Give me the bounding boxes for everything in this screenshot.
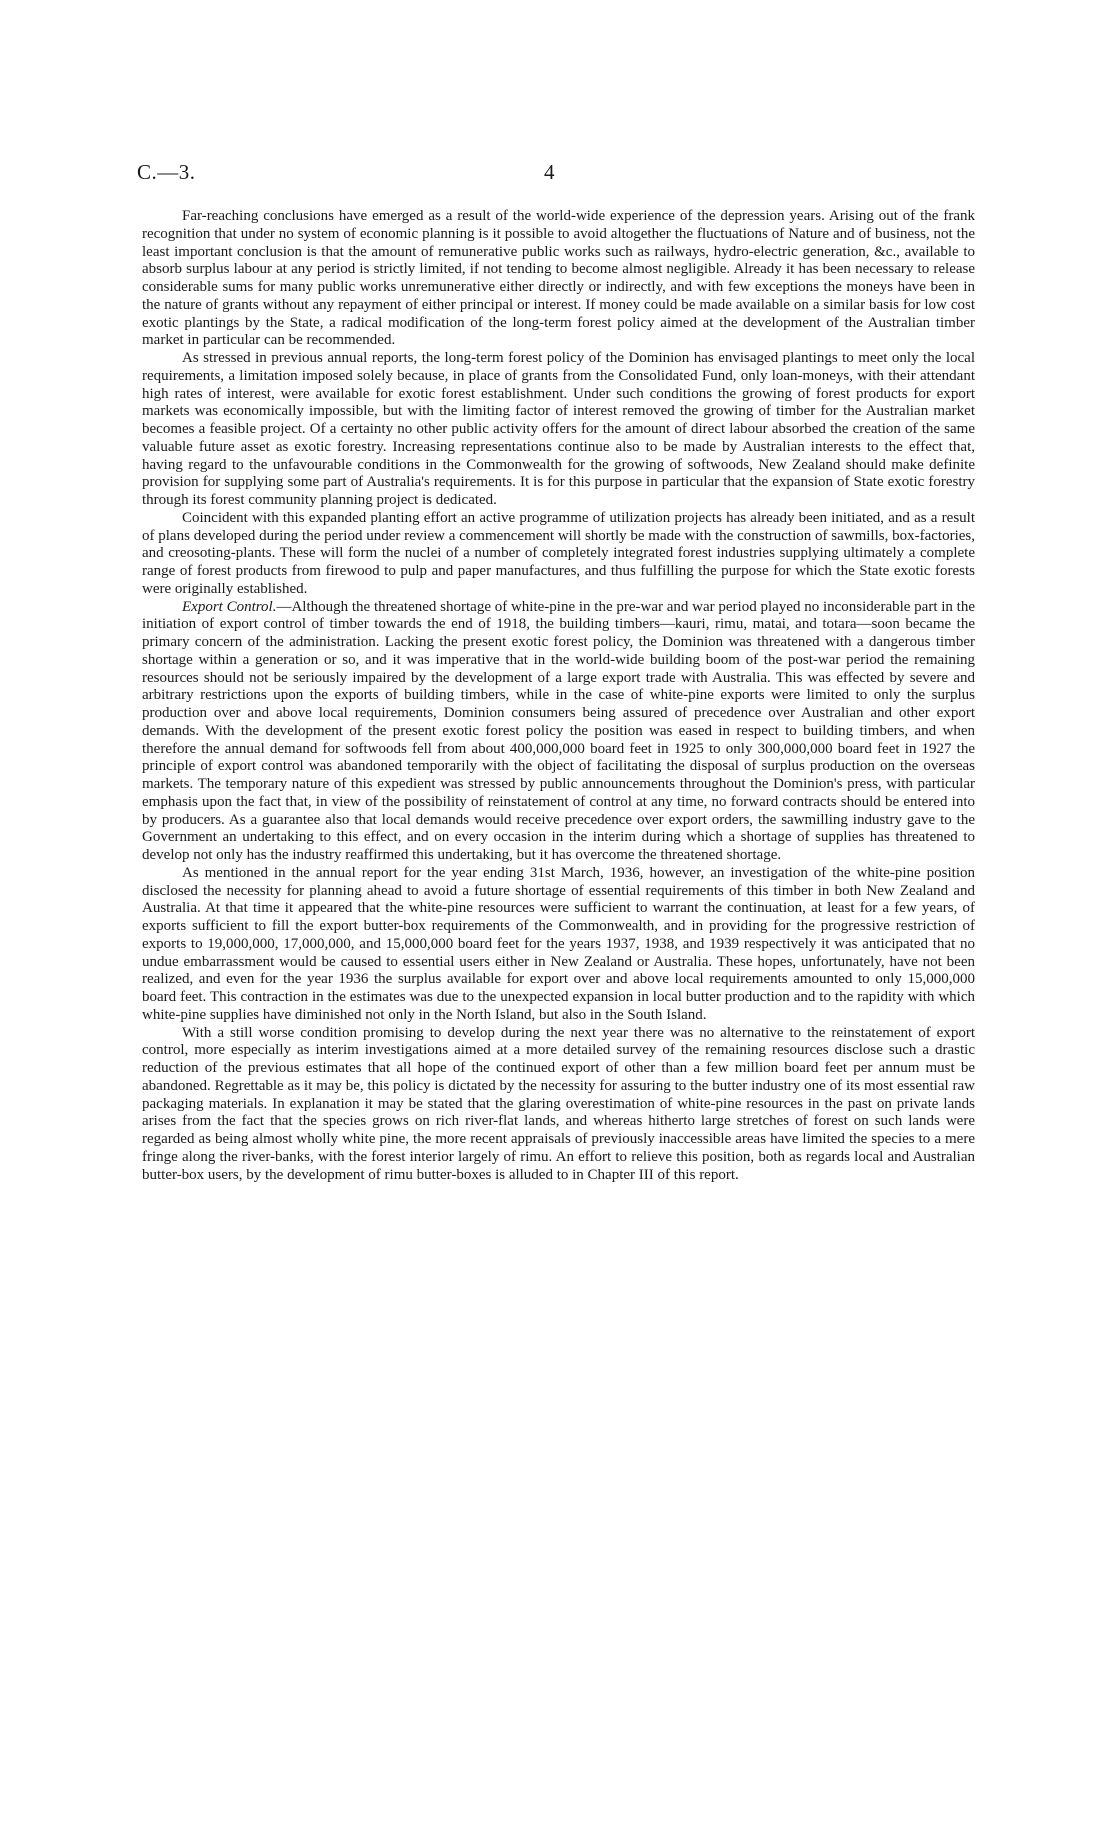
paragraph-text: —Although the threatened shortage of white-pine in the pre-war and war period played no inconsiderable part in the initiation of export control of timber towards the end of 1918, the building timbers—kauri, rimu, matai, and totara—soon became the primary concern of the administration. Lacking the present exotic forest policy, the Dominion was threatened with a dangerous timber shortage within a generation or so, and it was imperative that in the world-wide building boom of the post-war period the remaining resources should not be seriously impaired by the development of a large export trade with Australia. This was effected by severe and arbitrary restrictions upon the exports of building timbers, while in the case of white-pine exports were limited to only the surplus production over and above local requirements, Dominion consumers being assured of precedence over Australian and other export demands. With the development of the present exotic forest policy the position was eased in respect to building timbers, and when therefore the annual demand for softwoods fell from about 400,000,000 board feet in 1925 to only 300,000,000 board feet in 1927 the principle of export control was abandoned temporarily with the object of facilitating the disposal of surplus production on the overseas markets. The temporary nature of this expedient was stressed by public announcements throughout the Dominion's press, with particular emphasis upon the fact that, in view of the possibility of reinstatement of control at any time, no forward contracts should be entered into by producers. As a guarantee also that local demands would receive precedence over export orders, the sawmilling industry gave to the Government an undertaking to this effect, and on every occasion in the interim during which a shortage of supplies has threatened to develop not only has the industry reaffirmed this undertaking, but it has overcome the threatened shortage. [142, 598, 975, 863]
paragraph-text: As stressed in previous annual reports, the long-term forest policy of the Dominion has envisaged plantings to meet only the local requirements, a limitation imposed solely because, in place of grants from the Consolidated Fund, only loan-moneys, with their attendant high rates of interest, were available for exotic forest establishment. Under such conditions the growing of forest products for export markets was economically impossible, but with the limiting factor of interest removed the growing of timber for the Australian market becomes a feasible project. Of a certainty no other public activity offers for the amount of direct labour absorbed the creation of the same valuable future asset as exotic forestry. Increasing representations continue also to be made by Australian interests to the effect that, having regard to the unfavourable conditions in the Commonwealth for the growing of softwoods, New Zealand should make definite provision for supplying some part of Australia's requirements. It is for this purpose in particular that the expansion of State exotic forestry through its forest community planning project is dedicated. [142, 350, 975, 508]
page-header [137, 160, 977, 186]
paragraph [142, 208, 975, 350]
document-reference: C.—3. [137, 160, 196, 184]
page-number: 4 [544, 160, 555, 184]
paragraph-text: With a still worse condition promising to develop during the next year there was no alternative to the reinstatement of export control, more especially as interim investigations aimed at a more detailed survey of the remaining resources disclose such a drastic reduction of the previous estimates that all hope of the continued export of other than a few million board feet per annum must be abandoned. Regrettable as it may be, this policy is dictated by the necessity for assuring to the butter industry one of its most essential raw packaging materials. In explanation it may be stated that the glaring overestimation of white-pine resources in the past on private lands arises from the fact that the species grows on rich river-flat lands, and whereas hitherto large stretches of forest on such lands were regarded as being almost wholly white pine, the more recent appraisals of previously inaccessible areas have limited the species to a mere fringe along the river-banks, with the forest interior largely of rimu. An effort to relieve this position, both as regards local and Australian butter-box users, by the development of rimu butter-boxes is alluded to in Chapter III of this report. [142, 1024, 975, 1183]
section-heading: Export Control. [182, 598, 277, 615]
paragraph-text: Far-reaching conclusions have emerged as a result of the world-wide experience of the depression years. Arising out of the frank recognition that under no system of economic planning is it possible to avoid altogether the fluctuations of Nature and of business, not the least important conclusion is that the amount of remunerative public works such as railways, hydro-electric generation, &c., available to absorb surplus labour at any period is strictly limited, if not tending to become almost negligible. Already it has been necessary to release considerable sums for many public works unremunerative either directly or indirectly, and with few exceptions the moneys have been in the nature of grants without any repayment of either principal or interest. If money could be made available on a similar basis for low cost exotic plantings by the State, a radical modification of the long-term forest policy aimed at the development of the Australian timber market in particular can be recommended. [142, 208, 975, 349]
paragraph [142, 350, 975, 510]
paragraph [142, 510, 975, 599]
paragraph [142, 599, 975, 865]
paragraph [142, 865, 975, 1025]
body-text [142, 208, 975, 1184]
paragraph-text: As mentioned in the annual report for the year ending 31st March, 1936, however, an investigation of the white-pine position disclosed the necessity for planning ahead to avoid a future shortage of essential requirements of this timber in both New Zealand and Australia. At that time it appeared that the white-pine resources were sufficient to warrant the continuation, at least for a few years, of exports sufficient to fill the export butter-box requirements of the Commonwealth, and in providing for the progressive restriction of exports to 19,000,000, 17,000,000, and 15,000,000 board feet for the years 1937, 1938, and 1939 respectively it was anticipated that no undue embarrassment would be caused to essential users either in New Zealand or Australia. These hopes, unfortunately, have not been realized, and even for the year 1936 the surplus available for export over and above local requirements amounted to only 15,000,000 board feet. This contraction in the estimates was due to the unexpected expansion in local butter production and to the rapidity with which white-pine supplies have diminished not only in the North Island, but also in the South Island. [142, 864, 975, 1023]
paragraph-text: Coincident with this expanded planting effort an active programme of utilization projects has already been initiated, and as a result of plans developed during the period under review a commencement will shortly be made with the construction of sawmills, box-factories, and creosoting-plants. These will form the nuclei of a number of completely integrated forest industries supplying ultimately a complete range of forest products from firewood to pulp and paper manufactures, and thus fulfilling the purpose for which the State exotic forests were originally established. [142, 509, 975, 597]
paragraph [142, 1025, 975, 1185]
